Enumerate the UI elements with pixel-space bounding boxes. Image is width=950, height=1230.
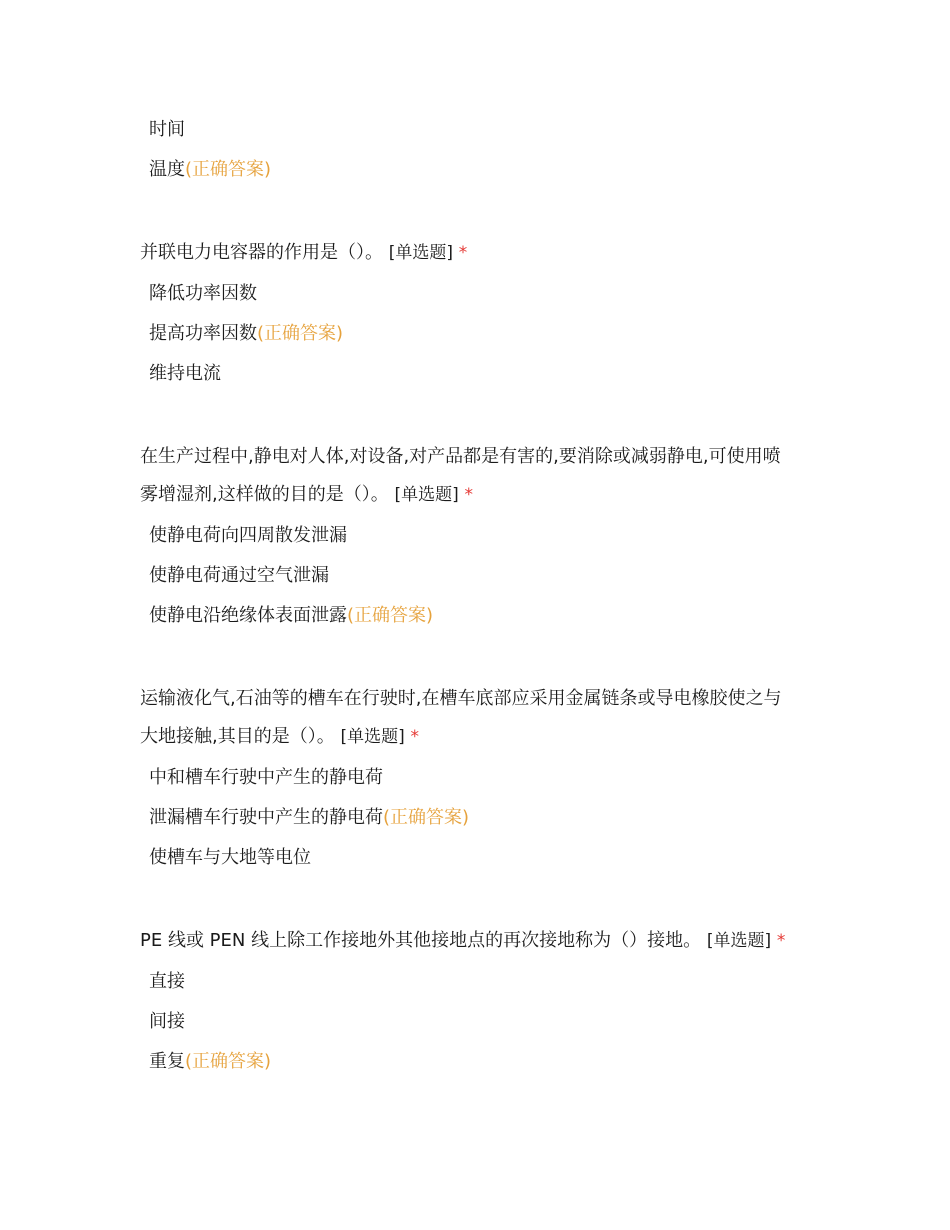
question-1 bbox=[140, 234, 810, 386]
question-text-line-1: 在生产过程中,静电对人体,对设备,对产品都是有害的,要消除或减弱静电,可使用喷 bbox=[140, 446, 781, 467]
option-text: 使静电沿绝缘体表面泄露 bbox=[149, 605, 347, 626]
option-item bbox=[149, 846, 810, 870]
option-item bbox=[149, 118, 810, 142]
required-mark: * bbox=[410, 727, 419, 747]
option-item bbox=[149, 362, 810, 386]
option-item bbox=[149, 524, 810, 548]
question-partial bbox=[140, 118, 810, 182]
question-title bbox=[140, 234, 810, 272]
question-text: PE 线或 PEN 线上除工作接地外其他接地点的再次接地称为（）接地。 bbox=[140, 930, 702, 951]
question-type: [单选题] bbox=[340, 727, 405, 747]
correct-answer-tag: (正确答案) bbox=[185, 1051, 272, 1072]
question-text-line-1: 运输液化气,石油等的槽车在行驶时,在槽车底部应采用金属链条或导电橡胶使之与 bbox=[140, 688, 782, 709]
option-item bbox=[149, 766, 810, 790]
option-item bbox=[149, 1050, 810, 1074]
option-list bbox=[140, 118, 810, 182]
option-text: 维持电流 bbox=[149, 363, 221, 384]
option-text: 中和槽车行驶中产生的静电荷 bbox=[149, 767, 383, 788]
correct-answer-tag: (正确答案) bbox=[383, 807, 470, 828]
question-type: [单选题] bbox=[394, 485, 459, 505]
question-type: [单选题] bbox=[706, 931, 772, 951]
question-text: 并联电力电容器的作用是（）。 bbox=[140, 242, 383, 263]
option-text: 间接 bbox=[149, 1011, 185, 1032]
question-title bbox=[140, 680, 810, 756]
question-text-line-2: 雾增湿剂,这样做的目的是（）。 bbox=[140, 484, 389, 505]
option-list bbox=[140, 970, 810, 1074]
option-item bbox=[149, 322, 810, 346]
question-2 bbox=[140, 438, 810, 628]
option-item bbox=[149, 604, 810, 628]
required-mark: * bbox=[458, 243, 468, 263]
option-text: 温度 bbox=[149, 159, 185, 180]
option-text: 使静电荷通过空气泄漏 bbox=[149, 565, 329, 586]
option-item bbox=[149, 1010, 810, 1034]
option-item bbox=[149, 158, 810, 182]
correct-answer-tag: (正确答案) bbox=[257, 323, 344, 344]
question-3 bbox=[140, 680, 810, 870]
option-text: 使静电荷向四周散发泄漏 bbox=[149, 525, 347, 546]
correct-answer-tag: (正确答案) bbox=[185, 159, 272, 180]
option-text: 时间 bbox=[149, 119, 185, 140]
required-mark: * bbox=[776, 931, 786, 951]
option-text: 使槽车与大地等电位 bbox=[149, 847, 311, 868]
option-item bbox=[149, 970, 810, 994]
option-text: 提高功率因数 bbox=[149, 323, 257, 344]
question-title bbox=[140, 438, 810, 514]
correct-answer-tag: (正确答案) bbox=[347, 605, 434, 626]
option-text: 降低功率因数 bbox=[149, 283, 257, 304]
option-text: 泄漏槽车行驶中产生的静电荷 bbox=[149, 807, 383, 828]
option-text: 重复 bbox=[149, 1051, 185, 1072]
option-text: 直接 bbox=[149, 971, 185, 992]
option-list bbox=[140, 282, 810, 386]
question-4 bbox=[140, 922, 810, 1074]
option-item bbox=[149, 282, 810, 306]
question-type: [单选题] bbox=[388, 243, 453, 263]
question-title bbox=[140, 922, 810, 960]
option-list bbox=[140, 766, 810, 870]
option-item bbox=[149, 806, 810, 830]
required-mark: * bbox=[464, 485, 473, 505]
option-item bbox=[149, 564, 810, 588]
quiz-page bbox=[140, 118, 810, 1074]
question-text-line-2: 大地接触,其目的是（）。 bbox=[140, 726, 335, 747]
option-list bbox=[140, 524, 810, 628]
